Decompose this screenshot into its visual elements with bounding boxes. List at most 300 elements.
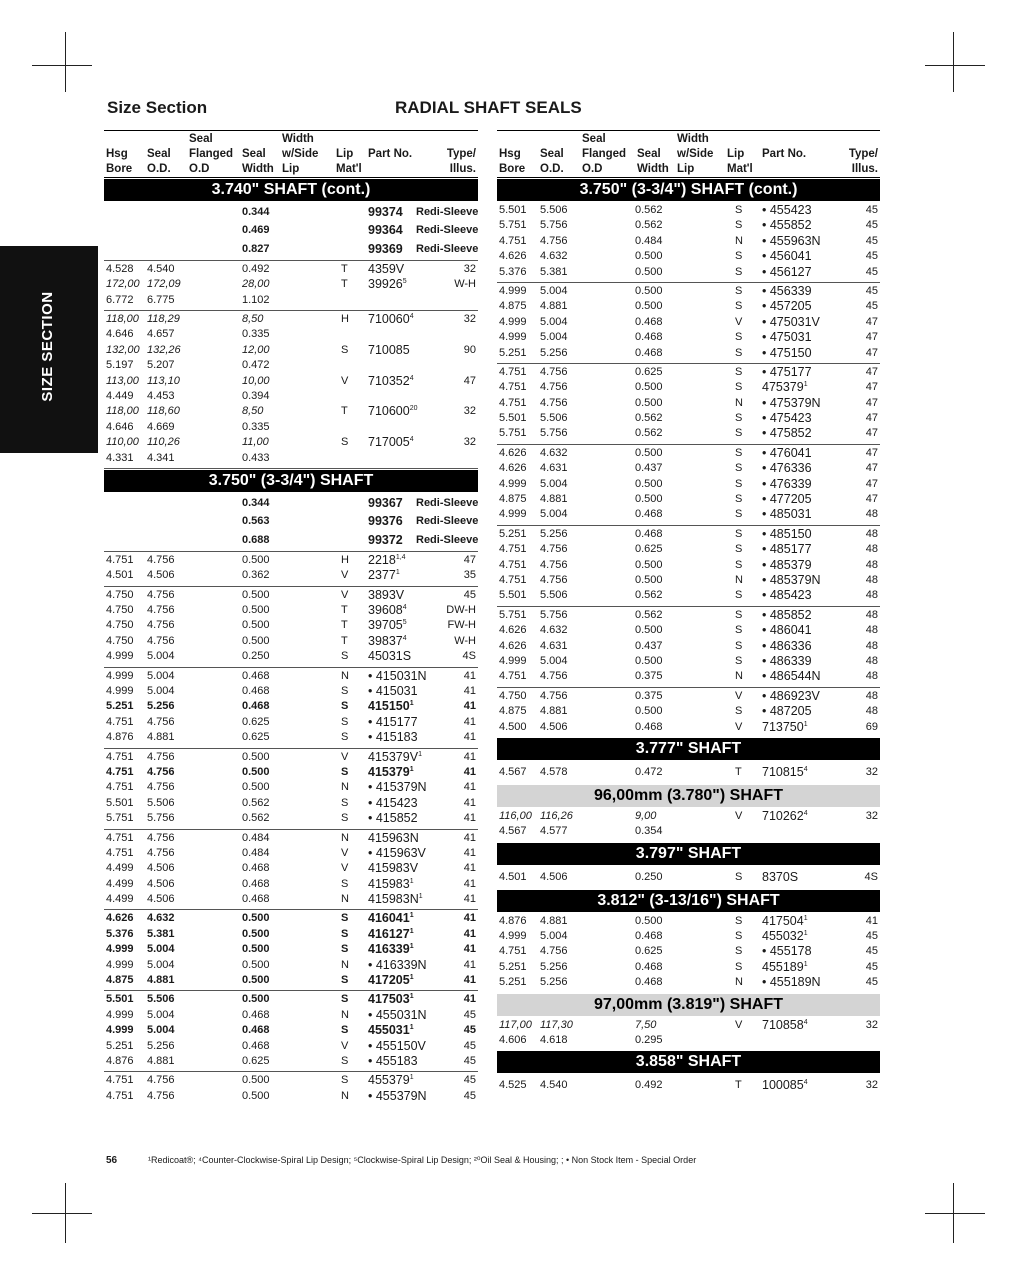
type-illus-cell: 41 — [463, 669, 476, 682]
bore-cell: 4.646 — [106, 420, 134, 433]
width-cell: 0.500 — [635, 265, 663, 278]
width-cell: 28,00 — [242, 278, 270, 291]
lip-material-cell: N — [341, 831, 349, 844]
bore-cell: 4.751 — [499, 945, 527, 958]
bore-cell: 4.751 — [106, 846, 134, 859]
width-cell: 0.625 — [635, 365, 663, 378]
part-number-cell: 4359V — [368, 261, 405, 276]
bore-cell: 5.251 — [499, 346, 527, 359]
bore-cell: 4.876 — [106, 731, 134, 744]
bore-cell: 4.751 — [499, 558, 527, 571]
width-cell: 0.500 — [242, 765, 270, 778]
width-cell: 0.500 — [242, 943, 270, 956]
lip-material-cell: S — [735, 300, 743, 313]
seal-od-cell: 4.540 — [540, 1079, 568, 1092]
part-number-cell: • 415183 — [368, 730, 418, 745]
lip-material-cell: T — [341, 634, 348, 647]
type-illus-cell: 35 — [463, 569, 476, 582]
table-row — [104, 1073, 478, 1088]
footnote-marker: 1,4 — [395, 553, 406, 561]
part-number-cell: • 475150 — [762, 345, 812, 360]
seal-od-cell: 4.756 — [147, 750, 175, 763]
lip-material-cell: V — [735, 689, 743, 702]
lip-material-cell: S — [341, 765, 349, 778]
shaft-section-title: 3.777" SHAFT — [497, 738, 880, 760]
bore-cell: 4.751 — [106, 765, 134, 778]
table-row — [104, 420, 478, 435]
redi-sleeve-row — [104, 531, 478, 549]
footnote-marker: 4 — [803, 765, 808, 773]
table-row — [104, 992, 478, 1007]
header-lip-material: Lip — [336, 148, 354, 160]
seal-od-cell: 4.756 — [540, 543, 568, 556]
row-group — [104, 749, 478, 830]
width-cell: 0.500 — [635, 477, 663, 490]
table-row — [104, 293, 478, 308]
part-number-cell: • 455423 — [762, 203, 812, 217]
row-group — [497, 364, 880, 445]
lip-material-cell: S — [341, 974, 349, 987]
lip-material-cell: S — [735, 365, 743, 378]
seal-od-cell: 4.756 — [147, 765, 175, 778]
seal-od-cell: 5.381 — [147, 927, 175, 940]
seal-od-cell: 4.341 — [147, 451, 175, 464]
table-row — [104, 358, 478, 373]
bore-cell: 4.999 — [499, 508, 527, 521]
part-number-cell: • 456041 — [762, 249, 812, 264]
type-illus-cell: 32 — [463, 405, 476, 418]
seal-od-cell: 118,60 — [147, 405, 180, 418]
footnote-marker: 4 — [402, 603, 407, 611]
seal-od-cell: 5.256 — [540, 960, 568, 973]
bore-cell: 4.751 — [106, 553, 134, 566]
lip-material-cell: N — [341, 669, 349, 682]
seal-od-cell: 4.756 — [540, 234, 568, 247]
table-row — [497, 867, 880, 887]
lip-material-cell: S — [735, 589, 743, 602]
table-row — [104, 404, 478, 419]
type-illus-cell: 41 — [463, 796, 476, 809]
width-cell: 0.468 — [242, 669, 270, 682]
table-row — [497, 588, 880, 603]
part-number-cell: 455031$^1$ — [368, 1023, 414, 1038]
part-number-cell: • 455379N — [368, 1088, 427, 1103]
seal-od-cell: 5.004 — [540, 654, 568, 667]
width-cell: 0.468 — [242, 1039, 270, 1052]
bore-cell: 4.606 — [499, 1034, 527, 1047]
table-row — [104, 327, 478, 342]
table-row — [104, 715, 478, 730]
lip-material-cell: T — [341, 619, 348, 632]
seal-od-cell: 117,30 — [540, 1018, 573, 1031]
part-number-cell: • 416339N — [368, 957, 427, 972]
table-row — [497, 346, 880, 361]
lip-material-cell: S — [735, 477, 743, 490]
footnote-marker: 1 — [409, 943, 414, 951]
seal-od-cell: 5.506 — [540, 204, 568, 216]
table-row — [104, 1054, 478, 1069]
header-hsg-bore: Hsg — [106, 148, 128, 160]
type-illus-cell: 32 — [463, 436, 476, 449]
type-illus-cell: 41 — [463, 912, 476, 925]
type-illus-cell: FW-H — [447, 619, 476, 632]
table-row — [497, 203, 880, 218]
table-row — [497, 477, 880, 492]
crop-mark — [32, 65, 92, 66]
width-cell: 0.500 — [242, 958, 270, 971]
redi-sleeve-row — [104, 494, 478, 512]
type-illus-cell: 47 — [865, 427, 878, 440]
bore-cell: 5.751 — [499, 427, 527, 440]
bore-cell: 113,00 — [106, 374, 139, 387]
type-illus-cell: 41 — [463, 846, 476, 859]
row-group — [497, 1074, 880, 1097]
type-illus-cell: 45 — [865, 250, 878, 263]
part-number-cell: • 485379N — [762, 572, 821, 587]
width-cell: 0.500 — [635, 396, 663, 409]
bore-cell: 4.751 — [499, 381, 527, 394]
lip-material-cell: V — [735, 809, 743, 822]
seal-od-cell: 4.577 — [540, 825, 568, 838]
table-row — [497, 1075, 880, 1095]
row-group — [497, 607, 880, 688]
width-cell: 0.500 — [635, 558, 663, 571]
type-illus-cell: DW-H — [446, 604, 476, 617]
footnote-marker: 1 — [409, 912, 414, 920]
lip-material-cell: S — [735, 412, 743, 425]
seal-od-cell: 4.756 — [540, 365, 568, 378]
table-row — [104, 1023, 478, 1038]
part-number-cell: 710815$^4$ — [762, 764, 808, 779]
width-cell: 10,00 — [242, 374, 270, 387]
type-illus-cell: 47 — [463, 374, 476, 387]
lip-material-cell: S — [735, 462, 743, 475]
seal-od-cell: 4.632 — [540, 624, 568, 637]
seal-od-cell: 4.506 — [540, 870, 568, 883]
bore-cell: 4.499 — [106, 877, 134, 890]
part-number-cell: 710060$^4$ — [368, 312, 414, 327]
redi-sleeve-label: Redi-Sleeve — [416, 224, 479, 237]
part-number-cell: • 485423 — [762, 588, 812, 603]
table-row — [497, 1033, 880, 1048]
bore-cell: 5.501 — [106, 993, 134, 1006]
width-cell: 0.500 — [635, 381, 663, 394]
bore-cell: 4.999 — [106, 943, 134, 956]
width-cell: 0.468 — [635, 346, 663, 359]
redi-sleeve-row — [104, 221, 478, 239]
footnotes: ¹Redicoat®; ⁴Counter-Clockwise-Spiral Lip Design; ⁵Clockwise-Spiral Lip Design; ²⁰Oil Seal & Housing; ; • Non Stock Item - Special Order — [148, 1155, 697, 1165]
part-number-cell: • 415177 — [368, 714, 418, 729]
header-seal-od: Seal — [147, 148, 171, 160]
lip-material-cell: S — [341, 993, 349, 1006]
type-illus-cell: 32 — [865, 809, 878, 822]
width-cell: 0.500 — [242, 604, 270, 617]
table-row — [497, 654, 880, 669]
seal-od-cell: 5.004 — [147, 1008, 175, 1021]
footnote-marker: 1 — [409, 1074, 414, 1082]
lip-material-cell: S — [735, 265, 743, 278]
lip-material-cell: N — [341, 781, 349, 794]
table-row — [104, 699, 478, 714]
bore-cell: 4.750 — [106, 604, 134, 617]
table-row — [104, 942, 478, 957]
seal-od-cell: 4.578 — [540, 765, 568, 778]
seal-od-cell: 4.506 — [147, 569, 175, 582]
seal-od-cell: 5.004 — [540, 315, 568, 328]
shaft-section-title: 97,00mm (3.819") SHAFT — [497, 994, 880, 1016]
lip-material-cell: S — [735, 624, 743, 637]
width-cell: 12,00 — [242, 343, 270, 356]
width-cell: 0.437 — [635, 462, 663, 475]
bore-cell: 118,00 — [106, 405, 139, 418]
part-number-cell: • 486923V — [762, 688, 820, 703]
lip-material-cell: S — [735, 945, 743, 958]
width-cell: 8,50 — [242, 405, 264, 418]
seal-od-cell: 4.756 — [540, 558, 568, 571]
width-cell: 0.500 — [635, 250, 663, 263]
width-cell: 0.500 — [635, 284, 663, 297]
part-number-cell: • 455189N — [762, 975, 821, 990]
table-row — [497, 975, 880, 990]
bore-cell: 4.876 — [106, 1054, 134, 1067]
type-illus-cell: 48 — [865, 543, 878, 556]
bore-cell: 4.331 — [106, 451, 134, 464]
row-group — [104, 830, 478, 911]
bore-cell: 4.876 — [499, 914, 527, 927]
lip-material-cell: S — [735, 543, 743, 556]
footnote-marker: 1 — [418, 750, 422, 758]
part-number-cell: • 457205 — [762, 299, 812, 314]
seal-od-cell: 5.004 — [147, 1024, 175, 1037]
width-cell: 0.500 — [635, 654, 663, 667]
table-row — [104, 684, 478, 699]
footnote-marker: 4 — [803, 1018, 808, 1026]
table-row — [104, 958, 478, 973]
seal-od-cell: 4.669 — [147, 420, 175, 433]
width-cell: 0.563 — [242, 515, 270, 528]
type-illus-cell: 41 — [463, 893, 476, 906]
table-row — [497, 944, 880, 959]
footnote-marker: 5 — [402, 278, 407, 286]
header-flanged-od: Flanged — [189, 148, 234, 160]
type-illus-cell: 32 — [865, 765, 878, 778]
table-row — [497, 365, 880, 380]
width-cell: 0.375 — [635, 670, 663, 683]
lip-material-cell: T — [341, 405, 348, 418]
type-illus-cell: 41 — [463, 877, 476, 890]
bore-cell: 110,00 — [106, 436, 139, 449]
type-illus-cell: 47 — [865, 412, 878, 425]
lip-material-cell: S — [341, 796, 349, 809]
table-row — [497, 720, 880, 735]
seal-od-cell: 4.756 — [147, 634, 175, 647]
part-number-cell: 717005$^4$ — [368, 435, 414, 450]
part-number-cell: 99367 — [368, 495, 403, 510]
part-number-cell: 710085 — [368, 342, 410, 357]
part-number-cell: 2218$^{1,4}$ — [368, 552, 406, 567]
lip-material-cell: S — [735, 914, 743, 927]
part-number-cell: • 455150V — [368, 1038, 426, 1053]
seal-od-cell: 5.256 — [540, 976, 568, 989]
type-illus-cell: 47 — [865, 446, 878, 459]
part-number-cell: • 415031N — [368, 668, 427, 683]
header-part-no: Part No. — [368, 148, 413, 160]
part-number-cell: 39926$^5$ — [368, 277, 407, 292]
type-illus-cell: 41 — [463, 862, 476, 875]
width-cell: 0.472 — [635, 765, 663, 778]
lip-material-cell: N — [735, 976, 743, 989]
seal-od-cell: 4.756 — [147, 588, 175, 601]
bore-cell: 4.750 — [499, 689, 527, 702]
part-number-cell: 415150$^1$ — [368, 699, 414, 714]
lip-material-cell: S — [735, 427, 743, 440]
footnote-marker: 1 — [803, 914, 808, 922]
bore-cell: 4.750 — [106, 588, 134, 601]
table-row — [497, 315, 880, 330]
lip-material-cell: S — [341, 436, 349, 449]
seal-od-cell: 4.618 — [540, 1034, 568, 1047]
part-number-cell: • 455183 — [368, 1053, 418, 1068]
width-cell: 0.500 — [242, 1074, 270, 1087]
header-hsg-bore: Hsg — [499, 148, 521, 160]
part-number-cell: 415379$^1$ — [368, 764, 414, 779]
type-illus-cell: 47 — [865, 315, 878, 328]
row-group — [497, 445, 880, 526]
lip-material-cell: S — [341, 700, 349, 713]
lip-material-cell: S — [341, 812, 349, 825]
footnote-marker: 1 — [409, 993, 414, 1001]
type-illus-cell: 47 — [865, 477, 878, 490]
row-group — [497, 202, 880, 283]
part-number-cell: • 415963V — [368, 845, 426, 860]
shaft-section-title: 3.750" (3-3/4") SHAFT (cont.) — [497, 179, 880, 201]
width-cell: 0.335 — [242, 420, 270, 433]
bore-cell: 4.626 — [499, 624, 527, 637]
bore-cell: 5.251 — [106, 700, 134, 713]
seal-od-cell: 4.881 — [147, 731, 175, 744]
type-illus-cell: 47 — [865, 365, 878, 378]
type-illus-cell: 45 — [865, 960, 878, 973]
type-illus-cell: 4S — [462, 650, 476, 663]
table-row — [104, 649, 478, 664]
part-number-cell: • 485150 — [762, 526, 812, 541]
seal-od-cell: 4.756 — [540, 573, 568, 586]
type-illus-cell: 48 — [865, 670, 878, 683]
bore-cell: 4.528 — [106, 262, 134, 275]
header-width-side-lip: Lip — [677, 163, 695, 175]
seal-od-cell: 5.004 — [540, 284, 568, 297]
part-number-cell: 45031S — [368, 649, 412, 664]
part-number-cell: 99369 — [368, 241, 403, 256]
lip-material-cell: S — [341, 877, 349, 890]
header-hsg-bore: Bore — [106, 163, 133, 175]
row-group — [104, 552, 478, 587]
width-cell: 0.433 — [242, 451, 270, 464]
type-illus-cell: 48 — [865, 608, 878, 621]
seal-od-cell: 4.632 — [147, 912, 175, 925]
lip-material-cell: V — [341, 588, 349, 601]
footnote-marker: 1 — [409, 700, 414, 708]
seal-od-cell: 5.756 — [540, 219, 568, 232]
table-row — [497, 762, 880, 782]
redi-sleeve-label: Redi-Sleeve — [416, 515, 479, 528]
part-number-cell: 455189$^1$ — [762, 959, 808, 974]
page-heading: RADIAL SHAFT SEALS — [395, 98, 582, 117]
seal-od-cell: 4.506 — [147, 877, 175, 890]
bore-cell: 4.626 — [499, 250, 527, 263]
table-row — [497, 1018, 880, 1033]
left-column — [104, 130, 478, 1106]
lip-material-cell: S — [735, 250, 743, 263]
seal-od-cell: 4.756 — [147, 715, 175, 728]
lip-material-cell: S — [735, 331, 743, 344]
seal-od-cell: 5.004 — [540, 930, 568, 943]
row-group — [497, 283, 880, 364]
part-number-cell: • 415852 — [368, 811, 418, 826]
lip-material-cell: N — [735, 573, 743, 586]
bore-cell: 4.751 — [499, 543, 527, 556]
shaft-section-title: 3.812" (3-13/16") SHAFT — [497, 890, 880, 912]
lip-material-cell: T — [341, 604, 348, 617]
seal-od-cell: 4.453 — [147, 390, 175, 403]
bore-cell: 118,00 — [106, 313, 139, 326]
table-row — [104, 568, 478, 583]
row-group — [497, 913, 880, 993]
bore-cell: 4.626 — [499, 446, 527, 459]
width-cell: 0.295 — [635, 1034, 663, 1047]
shaft-section-title: 3.750" (3-3/4") SHAFT — [104, 470, 478, 492]
part-number-cell: • 486336 — [762, 638, 812, 653]
crop-mark — [65, 32, 66, 92]
bore-cell: 4.626 — [499, 639, 527, 652]
part-number-cell: 417504$^1$ — [762, 913, 808, 928]
width-cell: 0.500 — [242, 1089, 270, 1102]
part-number-cell: 710262$^4$ — [762, 808, 808, 823]
width-cell: 0.344 — [242, 206, 270, 218]
type-illus-cell: 90 — [463, 343, 476, 356]
row-group — [497, 688, 880, 737]
width-cell: 0.500 — [242, 781, 270, 794]
seal-od-cell: 110,26 — [147, 436, 180, 449]
header-width-side-lip: Width — [282, 133, 314, 145]
table-row — [497, 426, 880, 441]
bore-cell: 4.751 — [106, 831, 134, 844]
width-cell: 0.468 — [635, 720, 663, 733]
seal-od-cell: 4.881 — [540, 300, 568, 313]
table-row — [497, 558, 880, 573]
bore-cell: 5.197 — [106, 359, 134, 372]
seal-od-cell: 4.756 — [540, 396, 568, 409]
table-row — [497, 396, 880, 411]
footnote-marker: 1 — [409, 877, 414, 885]
bore-cell: 4.751 — [106, 1074, 134, 1087]
part-number-cell: • 475177 — [762, 364, 812, 379]
width-cell: 0.562 — [635, 412, 663, 425]
type-illus-cell: 48 — [865, 639, 878, 652]
shaft-section-title: 3.858" SHAFT — [497, 1051, 880, 1073]
type-illus-cell: 41 — [463, 781, 476, 794]
part-number-cell: 100085$^4$ — [762, 1078, 808, 1093]
table-row — [104, 435, 478, 450]
type-illus-cell: 47 — [865, 493, 878, 506]
width-cell: 0.484 — [242, 846, 270, 859]
type-illus-cell: 48 — [865, 589, 878, 602]
type-illus-cell: 45 — [865, 234, 878, 247]
shaft-section-title: 96,00mm (3.780") SHAFT — [497, 785, 880, 807]
footnote-marker: 1 — [409, 765, 414, 773]
header-seal-width: Seal — [242, 148, 266, 160]
seal-od-cell: 4.756 — [540, 381, 568, 394]
